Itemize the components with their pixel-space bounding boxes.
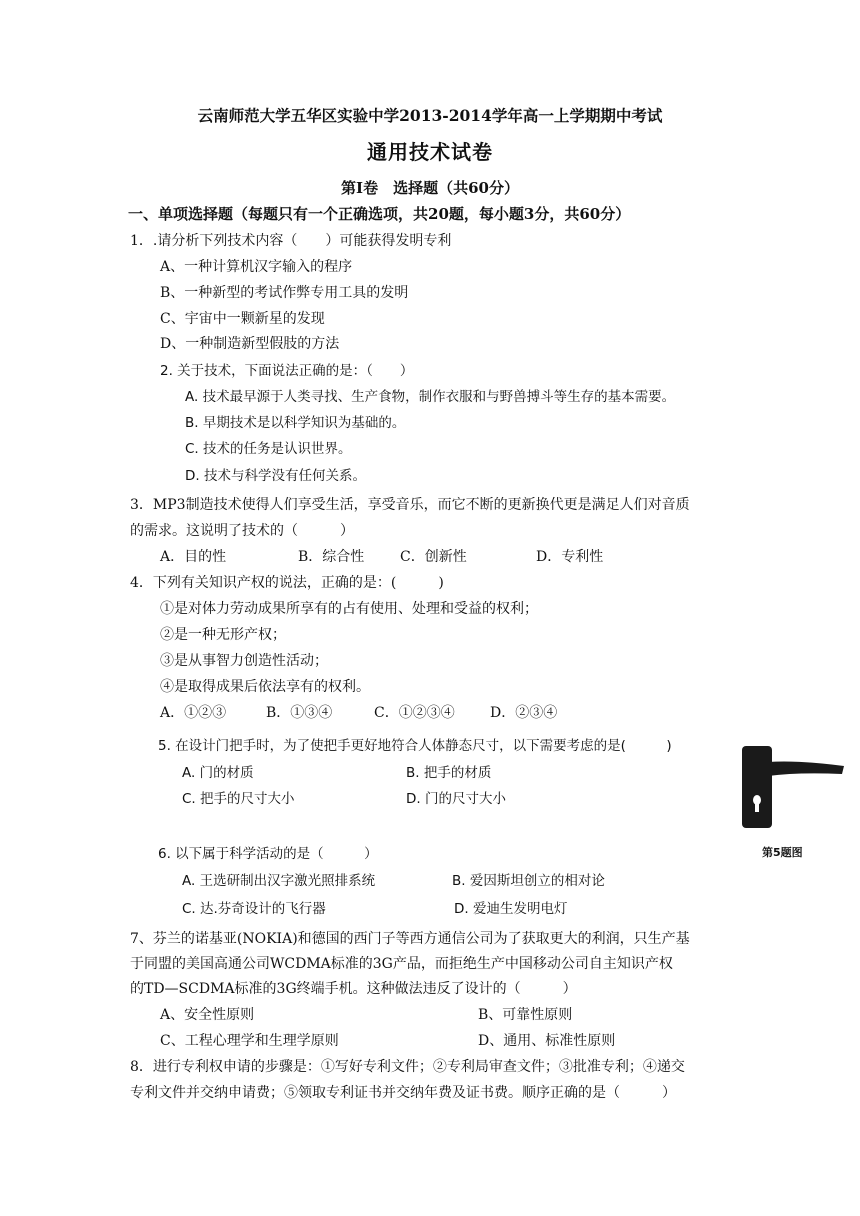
q2-stem: 2. 关于技术，下面说法正确的是：（ ） (160, 363, 414, 379)
q4-option-a: A．①②③ (160, 705, 227, 721)
q7-option-b: B、可靠性原则 (478, 1007, 573, 1023)
q4-statement-1: ①是对体力劳动成果所享有的占有使用、处理和受益的权利； (160, 601, 538, 617)
q5-option-a: A. 门的材质 (182, 765, 254, 781)
q3-stem-line2: 的需求。这说明了技术的（ ） (130, 523, 354, 539)
school-title: 云南师范大学五华区实验中学2013-2014学年高一上学期期中考试 (197, 106, 663, 125)
door-handle-figure (738, 740, 848, 840)
q7-option-a: A、安全性原则 (160, 1007, 255, 1023)
q7-stem-line2: 于同盟的美国高通公司WCDMA标准的3G产品，而拒绝生产中国移动公司自主知识产权 (130, 956, 673, 972)
q6-option-a: A. 王选研制出汉字激光照排系统 (182, 873, 376, 889)
q4-stem: 4．下列有关知识产权的说法，正确的是：( ) (130, 575, 444, 591)
q1-option-c: C、宇宙中一颗新星的发现 (160, 311, 325, 327)
q4-statement-3: ③是从事智力创造性活动； (160, 653, 328, 669)
q7-option-d: D、通用、标准性原则 (478, 1033, 616, 1049)
figure-caption: 第5题图 (762, 846, 803, 859)
q6-stem: 6. 以下属于科学活动的是（ ） (158, 846, 378, 862)
q6-option-b: B. 爱因斯坦创立的相对论 (452, 873, 605, 889)
q5-option-d: D. 门的尺寸大小 (406, 791, 506, 807)
q5-option-c: C. 把手的尺寸大小 (182, 791, 295, 807)
q1-stem: 1．.请分析下列技术内容（ ）可能获得发明专利 (130, 233, 452, 249)
q1-option-b: B、一种新型的考试作弊专用工具的发明 (160, 285, 409, 301)
q2-option-a: A. 技术最早源于人类寻找、生产食物，制作衣服和与野兽搏斗等生存的基本需要。 (185, 389, 676, 405)
q5-option-b: B. 把手的材质 (406, 765, 492, 781)
q3-option-c: C．创新性 (400, 549, 467, 565)
q3-option-a: A．目的性 (160, 549, 227, 565)
q8-stem-line1: 8．进行专利权申请的步骤是：①写好专利文件；②专利局审查文件；③批准专利；④递交 (130, 1059, 685, 1075)
q5-stem: 5. 在设计门把手时，为了使把手更好地符合人体静态尺寸，以下需要考虑的是( ) (158, 738, 672, 754)
q2-option-c: C. 技术的任务是认识世界。 (185, 441, 352, 457)
q4-statement-4: ④是取得成果后依法享有的权利。 (160, 679, 370, 695)
q3-option-d: D．专利性 (536, 549, 604, 565)
q8-stem-line2: 专利文件并交纳申请费；⑤领取专利证书并交纳年费及证书费。顺序正确的是（ ） (130, 1085, 676, 1101)
q6-option-c: C. 达.芬奇设计的飞行器 (182, 901, 326, 917)
q4-option-d: D．②③④ (490, 705, 558, 721)
q2-option-b: B. 早期技术是以科学知识为基础的。 (185, 415, 406, 431)
q3-option-b: B．综合性 (298, 549, 365, 565)
q4-statement-2: ②是一种无形产权； (160, 627, 286, 643)
q4-option-b: B．①③④ (266, 705, 333, 721)
part-title: 第Ⅰ卷 选择题（共60分） (341, 179, 519, 197)
paper-title: 通用技术试卷 (367, 140, 493, 164)
section-title: 一、单项选择题（每题只有一个正确选项，共20题，每小题3分，共60分） (128, 205, 631, 223)
q3-stem-line1: 3．MP3制造技术使得人们享受生活，享受音乐，而它不断的更新换代更是满足人们对音质 (130, 497, 690, 513)
q1-option-d: D、一种制造新型假肢的方法 (160, 336, 340, 352)
q1-option-a: A、一种计算机汉字输入的程序 (160, 259, 353, 275)
q6-option-d: D. 爱迪生发明电灯 (454, 901, 568, 917)
q7-stem-line1: 7、芬兰的诺基亚(NOKIA)和德国的西门子等西方通信公司为了获取更大的利润，只生产基 (130, 931, 690, 947)
q7-stem-line3: 的TD—SCDMA标准的3G终端手机。这种做法违反了设计的（ ） (130, 981, 577, 997)
q7-option-c: C、工程心理学和生理学原则 (160, 1033, 339, 1049)
q4-option-c: C．①②③④ (374, 705, 455, 721)
q2-option-d: D. 技术与科学没有任何关系。 (185, 468, 366, 484)
